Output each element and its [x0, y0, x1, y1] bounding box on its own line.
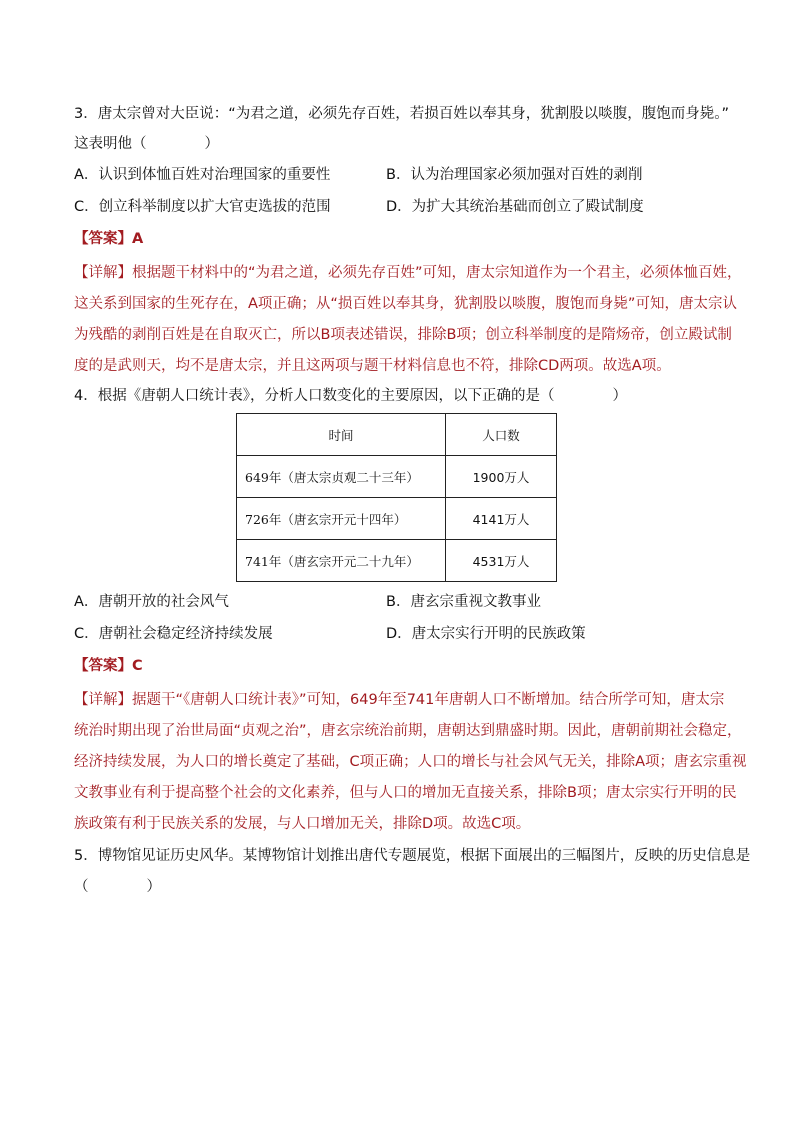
q3-option-a: A．认识到体恤百姓对治理国家的重要性: [74, 167, 331, 183]
q4-stem: 4．根据《唐朝人口统计表》，分析人口数变化的主要原因，以下正确的是（ ）: [74, 388, 627, 404]
q3-detail-line4: 度的是武则天，均不是唐太宗，并且这两项与题干材料信息也不符，排除CD两项。故选A项。: [74, 358, 671, 374]
table-row: [237, 456, 557, 498]
q3-answer: 【答案】A: [74, 231, 144, 247]
q3-detail-line2: 这关系到国家的生死存在，A项正确；从“损百姓以奉其身，犹割股以啖腹，腹饱而身毙”可知，唐太宗认: [74, 296, 737, 312]
q3-stem-line1: 3．唐太宗曾对大臣说：“为君之道，必须先存百姓，若损百姓以奉其身，犹割股以啖腹，腹饱而身毙。”: [74, 106, 729, 122]
q3-option-c: C．创立科举制度以扩大官吏选拔的范围: [74, 199, 331, 215]
q3-stem-line2: 这表明他（ ）: [74, 136, 219, 152]
table-cell-population: 4531万人: [446, 540, 557, 582]
table-header-time: 时间: [237, 414, 446, 456]
table-header-population: 人口数: [446, 414, 557, 456]
table-row: [237, 540, 557, 582]
q4-option-b: B．唐玄宗重视文教事业: [386, 594, 541, 610]
table-row: [237, 498, 557, 540]
q4-detail-line5: 族政策有利于民族关系的发展，与人口增加无关，排除D项。故选C项。: [74, 816, 531, 832]
q3-option-d: D．为扩大其统治基础而创立了殿试制度: [386, 199, 644, 215]
q4-option-c: C．唐朝社会稳定经济持续发展: [74, 626, 273, 642]
q3-option-b: B．认为治理国家必须加强对百姓的剥削: [386, 167, 643, 183]
table-cell-time: 741年（唐玄宗开元二十九年）: [237, 540, 446, 582]
table-cell-time: 649年（唐太宗贞观二十三年）: [237, 456, 446, 498]
q3-detail-line3: 为残酷的剥削百姓是在自取灭亡，所以B项表述错误，排除B项；创立科举制度的是隋炀帝，创立殿试制: [74, 327, 732, 343]
q4-detail-line3: 经济持续发展，为人口的增长奠定了基础，C项正确；人口的增长与社会风气无关，排除A项；唐玄宗重视: [74, 754, 747, 770]
q3-detail-line1: 【详解】根据题干材料中的“为君之道，必须先存百姓”可知，唐太宗知道作为一个君主，必须体恤百姓，: [74, 265, 742, 281]
q4-option-a: A．唐朝开放的社会风气: [74, 594, 229, 610]
q5-stem-line2: （ ）: [74, 879, 161, 895]
population-table: [236, 413, 557, 582]
q4-option-d: D．唐太宗实行开明的民族政策: [386, 626, 586, 642]
q5-stem-line1: 5．博物馆见证历史风华。某博物馆计划推出唐代专题展览，根据下面展出的三幅图片，反映的历史信息是: [74, 848, 751, 864]
q4-answer: 【答案】C: [74, 658, 143, 674]
table-cell-population: 4141万人: [446, 498, 557, 540]
table-header-row: [237, 414, 557, 456]
q4-detail-line1: 【详解】据题干“《唐朝人口统计表》”可知，649年至741年唐朝人口不断增加。结合所学可知，唐太宗: [74, 692, 725, 708]
table-cell-population: 1900万人: [446, 456, 557, 498]
q4-detail-line2: 统治时期出现了治世局面“贞观之治”，唐玄宗统治前期，唐朝达到鼎盛时期。因此，唐朝前期社会稳定，: [74, 723, 742, 739]
q4-detail-line4: 文教事业有利于提高整个社会的文化素养，但与人口的增加无直接关系，排除B项；唐太宗实行开明的民: [74, 785, 737, 801]
table-cell-time: 726年（唐玄宗开元十四年）: [237, 498, 446, 540]
